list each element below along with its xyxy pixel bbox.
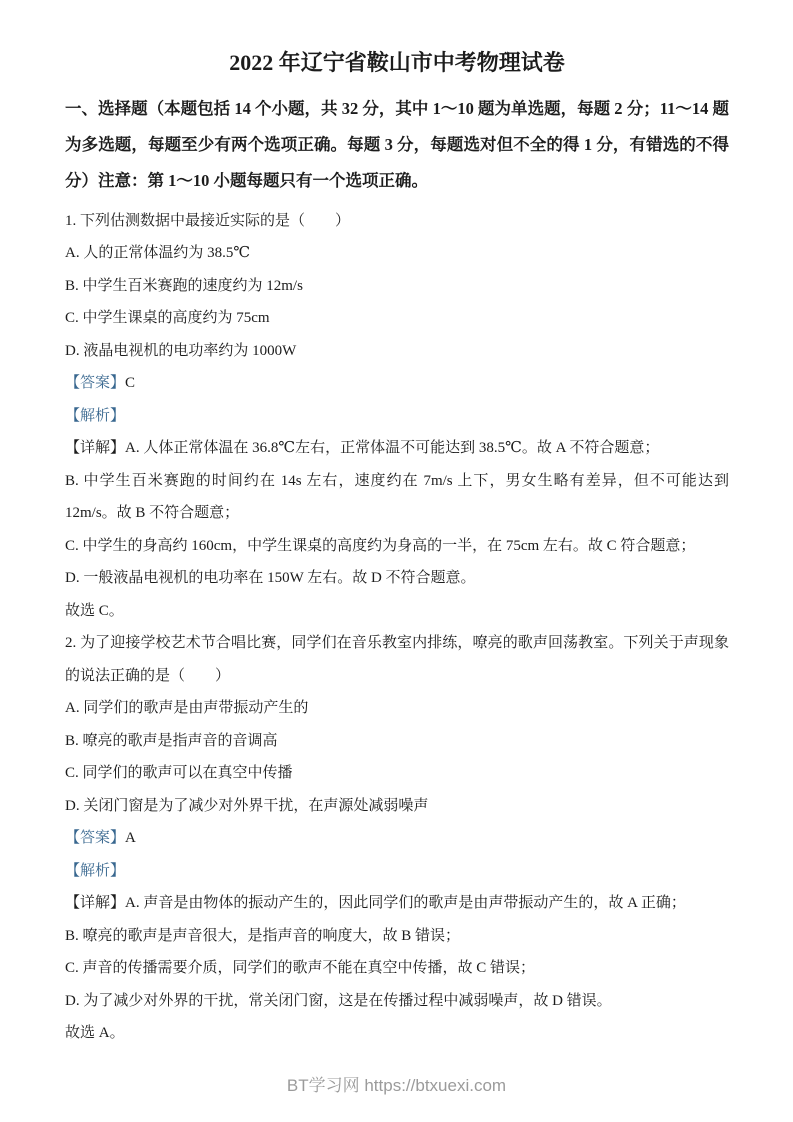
answer-line [65, 822, 729, 855]
conclusion-line: 故选 C。 [65, 602, 124, 619]
detail-paragraph: D. 一般液晶电视机的电功率在 150W 左右。故 D 不符合题意。 [65, 570, 476, 587]
detail-paragraph: D. 为了减少对外界的干扰，常关闭门窗，这是在传播过程中减弱噪声，故 D 错误。 [65, 992, 612, 1009]
analysis-line [65, 400, 729, 433]
detail-paragraph: B. 中学生百米赛跑的时间约在 14s 左右，速度约在 7m/s 上下，男女生略有差异，但不可能达到 12m/s。故 B 不符合题意； [65, 472, 729, 522]
question-block-2 [65, 627, 729, 1050]
detail-paragraph: C. 声音的传播需要介质，同学们的歌声不能在真空中传播，故 C 错误； [65, 960, 536, 977]
analysis-label: 【解析】 [65, 407, 126, 424]
page-title: 2022 年辽宁省鞍山市中考物理试卷 [229, 50, 565, 75]
detail-label: 【详解】 [65, 440, 126, 457]
question-block-1 [65, 205, 729, 628]
detail-label: 【详解】 [65, 895, 126, 912]
option-b: B. 中学生百米赛跑的速度约为 12m/s [65, 277, 303, 294]
detail-text: A. 人体正常体温在 36.8℃左右，正常体温不可能达到 38.5℃。故 A 不符合题意； [125, 440, 660, 457]
answer-label: 【答案】 [65, 830, 126, 847]
watermark-footer: BT学习网 https://btxuexi.com [286, 1076, 507, 1095]
option-d: D. 液晶电视机的电功率约为 1000W [65, 342, 297, 359]
option-b: B. 嘹亮的歌声是指声音的音调高 [65, 732, 278, 749]
option-a: A. 同学们的歌声是由声带振动产生的 [65, 700, 309, 717]
detail-paragraph [65, 887, 729, 920]
option-c: C. 中学生课桌的高度约为 75cm [65, 310, 270, 327]
section-intro: 一、选择题（本题包括 14 个小题，共 32 分，其中 1～10 题为单选题，每题 2 分；11～14 题为多选题，每题至少有两个选项正确。每题 3 分，每题选对但不全的得 1 分，有错选的不得分）注意：第 1～10 小题每题只有一个选项正确。 [65, 98, 729, 190]
question-stem: 1. 下列估测数据中最接近实际的是（ ） [65, 212, 351, 229]
answer-label: 【答案】 [65, 375, 126, 392]
detail-paragraph: B. 嘹亮的歌声是声音很大，是指声音的响度大，故 B 错误； [65, 927, 461, 944]
option-d: D. 关闭门窗是为了减少对外界干扰，在声源处减弱噪声 [65, 797, 429, 814]
detail-paragraph [65, 432, 729, 465]
analysis-label: 【解析】 [65, 862, 126, 879]
question-stem: 2. 为了迎接学校艺术节合唱比赛，同学们在音乐教室内排练，嘹亮的歌声回荡教室。下列关于声现象的说法正确的是（ ） [65, 635, 729, 684]
conclusion-line: 故选 A。 [65, 1025, 125, 1042]
option-c: C. 同学们的歌声可以在真空中传播 [65, 765, 293, 782]
answer-value: C [125, 375, 136, 392]
answer-value: A [125, 830, 136, 847]
answer-line [65, 367, 729, 400]
detail-paragraph: C. 中学生的身高约 160cm，中学生课桌的高度约为身高的一半，在 75cm 左右。故 C 符合题意； [65, 537, 696, 554]
detail-text: A. 声音是由物体的振动产生的，因此同学们的歌声是由声带振动产生的，故 A 正确； [125, 895, 686, 912]
analysis-line [65, 855, 729, 888]
option-a: A. 人的正常体温约为 38.5℃ [65, 245, 251, 262]
